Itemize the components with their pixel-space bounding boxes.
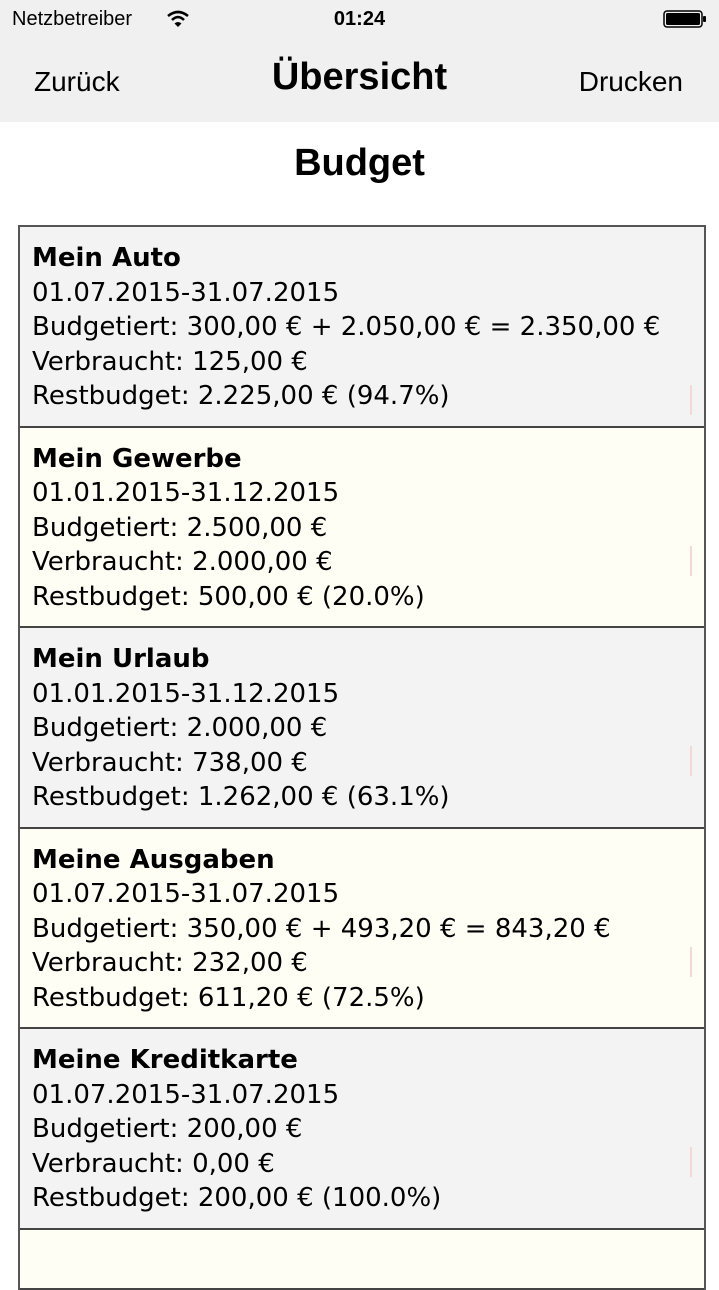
remaining-value: 200,00 € (100.0%)	[197, 1183, 442, 1213]
carrier-name: Netzbetreiber	[12, 8, 133, 30]
row-indicator	[690, 1147, 692, 1177]
budgeted-label: Budgetiert:	[32, 913, 179, 944]
remaining-value: 2.225,00 € (94.7%)	[197, 381, 450, 411]
battery-full-icon	[663, 10, 707, 28]
budget-row-auto[interactable]	[20, 227, 704, 428]
status-bar	[0, 0, 719, 40]
budget-name: Meine Kreditkarte	[32, 1045, 298, 1075]
budget-remaining	[32, 580, 692, 615]
back-button[interactable]: Zurück	[34, 66, 120, 97]
budget-row-partial[interactable]	[20, 1230, 704, 1290]
budgeted-label: Budgetiert:	[32, 312, 179, 342]
budget-row-ausgaben[interactable]	[20, 829, 704, 1030]
budget-budgeted	[32, 912, 692, 947]
page-title: Budget	[294, 142, 425, 184]
remaining-value: 500,00 € (20.0%)	[197, 581, 425, 612]
spent-label: Verbraucht:	[32, 1148, 184, 1179]
spent-value: 232,00 €	[192, 948, 308, 978]
budget-period: 01.01.2015-31.12.2015	[32, 478, 340, 508]
spent-value: 125,00 €	[192, 346, 308, 377]
remaining-label: Restbudget:	[32, 381, 190, 411]
budget-period: 01.07.2015-31.07.2015	[32, 1079, 340, 1110]
row-indicator	[690, 947, 692, 977]
budget-spent	[32, 545, 692, 580]
budget-list[interactable]	[18, 225, 706, 1290]
print-button[interactable]: Drucken	[578, 66, 683, 97]
row-indicator	[690, 746, 692, 776]
row-indicator	[690, 546, 692, 576]
budgeted-label: Budgetiert:	[32, 713, 179, 743]
budget-spent	[32, 946, 692, 981]
remaining-label: Restbudget:	[32, 1183, 190, 1213]
spent-label: Verbraucht:	[32, 547, 184, 577]
budget-period: 01.07.2015-31.07.2015	[32, 879, 340, 909]
budget-budgeted	[32, 511, 692, 546]
budget-period: 01.07.2015-31.07.2015	[32, 277, 340, 308]
remaining-label: Restbudget:	[32, 581, 190, 612]
spent-label: Verbraucht:	[32, 346, 184, 377]
budget-budgeted	[32, 711, 692, 746]
budget-name: Mein Auto	[32, 243, 181, 273]
budgeted-value: 350,00 € + 493,20 € = 843,20 €	[186, 913, 611, 944]
budget-remaining	[32, 379, 692, 414]
spent-label: Verbraucht:	[32, 747, 184, 778]
budget-spent	[32, 746, 692, 781]
budgeted-value: 200,00 €	[186, 1114, 303, 1144]
budgeted-label: Budgetiert:	[32, 512, 179, 543]
remaining-value: 1.262,00 € (63.1%)	[197, 782, 450, 812]
budget-budgeted	[32, 310, 692, 345]
budget-spent	[32, 345, 692, 380]
spent-value: 738,00 €	[192, 747, 308, 778]
budgeted-value: 300,00 € + 2.050,00 € = 2.350,00 €	[186, 312, 661, 342]
spent-label: Verbraucht:	[32, 948, 184, 978]
nav-title: Übersicht	[271, 56, 448, 98]
status-time: 01:24	[333, 8, 386, 30]
budget-row-urlaub[interactable]	[20, 628, 704, 829]
budget-row-kreditkarte[interactable]	[20, 1029, 704, 1230]
budget-name: Mein Urlaub	[32, 644, 210, 674]
budget-remaining	[32, 981, 692, 1016]
budgeted-value: 2.500,00 €	[186, 512, 328, 543]
budget-name: Mein Gewerbe	[32, 443, 242, 474]
budget-spent	[32, 1147, 692, 1182]
spent-value: 0,00 €	[192, 1148, 275, 1179]
row-indicator	[690, 385, 692, 415]
budgeted-label: Budgetiert:	[32, 1114, 179, 1144]
spent-value: 2.000,00 €	[192, 547, 333, 577]
budget-remaining	[32, 780, 692, 815]
remaining-label: Restbudget:	[32, 982, 190, 1013]
navigation-bar	[0, 40, 719, 122]
budget-row-gewerbe[interactable]	[20, 428, 704, 629]
remaining-label: Restbudget:	[32, 782, 190, 812]
budget-budgeted	[32, 1112, 692, 1147]
budget-remaining	[32, 1181, 692, 1216]
budget-period: 01.01.2015-31.12.2015	[32, 678, 340, 709]
remaining-value: 611,20 € (72.5%)	[197, 982, 425, 1013]
budget-name: Meine Ausgaben	[32, 844, 275, 875]
budgeted-value: 2.000,00 €	[186, 713, 328, 743]
